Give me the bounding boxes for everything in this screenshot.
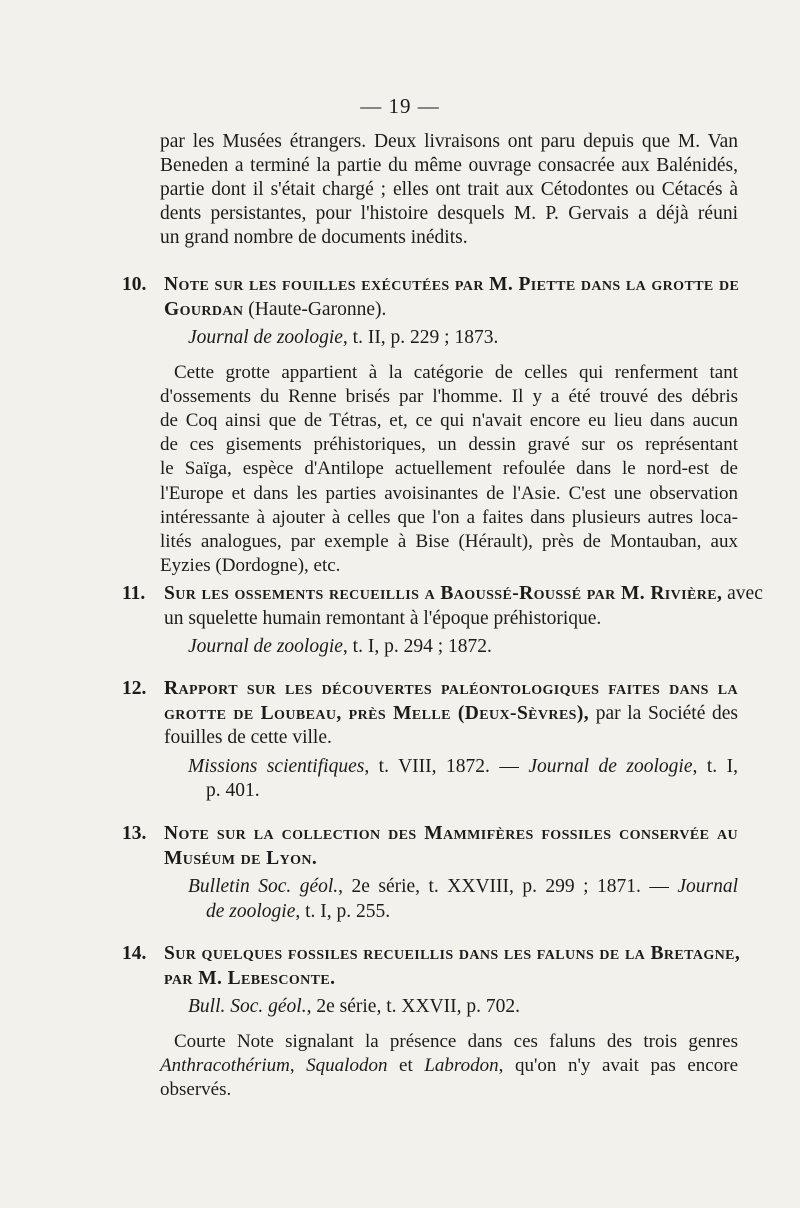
entry-12 <box>122 677 738 804</box>
body-line: Courte Note signalant la présence dans ces faluns des trois genres <box>174 1030 738 1052</box>
entry-title-smallcaps: grotte de Loubeau, près Melle (Deux-Sèvres), <box>164 702 590 724</box>
journal-name: de zoologie <box>206 900 296 922</box>
entry-title-rest: par la Société des <box>589 702 738 724</box>
entry-title-line: Note sur la collection des Mammifères fossiles conservée au <box>164 823 738 844</box>
intro-line: dents persistantes, pour l'histoire desquels M. P. Gervais a déjà réuni <box>160 203 738 224</box>
genus-name: Anthracothérium <box>160 1054 290 1076</box>
body-line: Eyzies (Dordogne), etc. <box>160 555 341 577</box>
entry-title-smallcaps: Gourdan <box>164 298 244 320</box>
entry-title-line <box>164 702 738 727</box>
entry-title-line: Muséum de Lyon. <box>164 847 318 869</box>
intro-line: par les Musées étrangers. Deux livraisons ont paru depuis que M. Van <box>160 131 738 152</box>
reference-line <box>188 875 738 900</box>
entry-number: 13. <box>122 823 147 844</box>
reference-details: , t. I, <box>692 755 738 777</box>
entry-title-line <box>164 582 763 607</box>
journal-name: Journal de zoologie <box>528 755 693 777</box>
entry-13 <box>122 822 738 924</box>
intro-line: partie dont il s'était chargé ; elles ont trait aux Cétodontes ou Cétacés à <box>160 179 738 200</box>
entry-number: 12. <box>122 678 147 699</box>
entry-title-line: fouilles de cette ville. <box>164 727 332 748</box>
reference-line: p. 401. <box>206 780 260 801</box>
entry-10 <box>122 273 738 578</box>
entry-heading <box>122 822 738 871</box>
journal-name: Bull. Soc. géol. <box>188 996 307 1017</box>
body-text: et <box>387 1054 425 1076</box>
entry-reference <box>188 635 738 660</box>
entry-14 <box>122 942 741 1102</box>
reference-details: , t. VIII, 1872. — <box>364 755 529 777</box>
entry-title-rest: avec <box>722 583 763 604</box>
genus-name: Squalodon <box>306 1054 388 1076</box>
body-line: lités analogues, par exemple à Bise (Hérault), près de Montauban, aux <box>160 530 738 552</box>
body-text: , <box>289 1054 307 1076</box>
entry-reference <box>188 875 738 924</box>
entry-title <box>164 273 738 322</box>
reference-line <box>188 755 738 780</box>
entry-heading <box>122 273 738 322</box>
reference-details: , 2e série, t. XXVIII, p. 299 ; 1871. — <box>338 876 678 897</box>
reference-line <box>188 900 738 925</box>
intro-line: Beneden a terminé la partie du même ouvrage consacrée aux Balénidés, <box>160 155 738 176</box>
entry-title-line: Note sur les fouilles exécutées par M. Piette dans la grotte de <box>164 274 740 295</box>
journal-name: Missions scientifiques <box>188 755 365 777</box>
journal-name: Journal de zoologie <box>188 636 343 657</box>
entry-title-line <box>164 298 738 323</box>
entry-body <box>160 361 738 579</box>
journal-name: Bulletin Soc. géol. <box>188 876 339 897</box>
entry-title <box>164 942 741 991</box>
entry-title <box>164 822 738 871</box>
entry-title-rest: (Haute-Garonne). <box>243 298 387 320</box>
entry-number: 11. <box>122 583 146 604</box>
entry-title-line: Sur quelques fossiles recueillis dans les faluns de la Bretagne, <box>164 943 741 964</box>
page-number: — 19 — <box>360 94 440 118</box>
body-line: de Coq ainsi que de Tétras, et, ce qui n'avait encore eu lieu dans aucun <box>160 409 738 431</box>
intro-line: un grand nombre de documents inédits. <box>160 227 468 248</box>
journal-name: Journal de zoologie <box>188 327 343 348</box>
entry-reference <box>188 326 738 351</box>
body-line: l'Europe et dans les parties avoisinantes de l'Asie. C'est une observation <box>160 482 738 504</box>
body-line: le Saïga, espèce d'Antilope actuellement refoulée dans le nord-est de <box>160 458 738 480</box>
entry-title-line: par M. Lebesconte. <box>164 967 336 989</box>
body-line: intéressante à ajouter à celles que l'on a faites dans plusieurs autres loca- <box>160 506 738 528</box>
entry-title <box>164 582 763 631</box>
entry-body <box>160 1030 738 1103</box>
entry-number: 10. <box>122 274 147 295</box>
entry-heading <box>122 677 738 751</box>
genus-name: Labrodon <box>424 1054 499 1076</box>
body-line: d'ossements du Renne brisés par l'homme. Il y a été trouvé des débris <box>160 385 738 407</box>
body-text: , qu'on n'y avait pas encore <box>498 1054 739 1076</box>
entry-heading <box>122 582 763 631</box>
entry-title <box>164 677 738 751</box>
entry-reference <box>188 995 738 1020</box>
entry-title-line: un squelette humain remontant à l'époque préhistorique. <box>164 607 602 629</box>
reference-details: , t. II, p. 229 ; 1873. <box>342 327 499 348</box>
entry-reference <box>188 755 738 804</box>
journal-name: Journal <box>677 876 739 897</box>
intro-paragraph <box>160 130 738 250</box>
body-line: Cette grotte appartient à la catégorie de celles qui renferment tant <box>174 361 738 383</box>
reference-details: , t. I, p. 294 ; 1872. <box>342 636 492 657</box>
reference-details: , t. I, p. 255. <box>295 900 391 922</box>
entry-number: 14. <box>122 943 147 964</box>
body-line: de ces gisements préhistoriques, un dessin gravé sur os représentant <box>160 434 738 456</box>
entry-11 <box>122 582 763 660</box>
body-line: observés. <box>160 1078 232 1100</box>
entry-title-line: Rapport sur les découvertes paléontologiques faites dans la <box>164 678 738 699</box>
entry-title-smallcaps: Sur les ossements recueillis a Baoussé-Roussé par M. Rivière, <box>164 583 723 604</box>
reference-details: , 2e série, t. XXVII, p. 702. <box>306 996 520 1017</box>
entry-heading <box>122 942 741 991</box>
body-line <box>160 1054 738 1078</box>
